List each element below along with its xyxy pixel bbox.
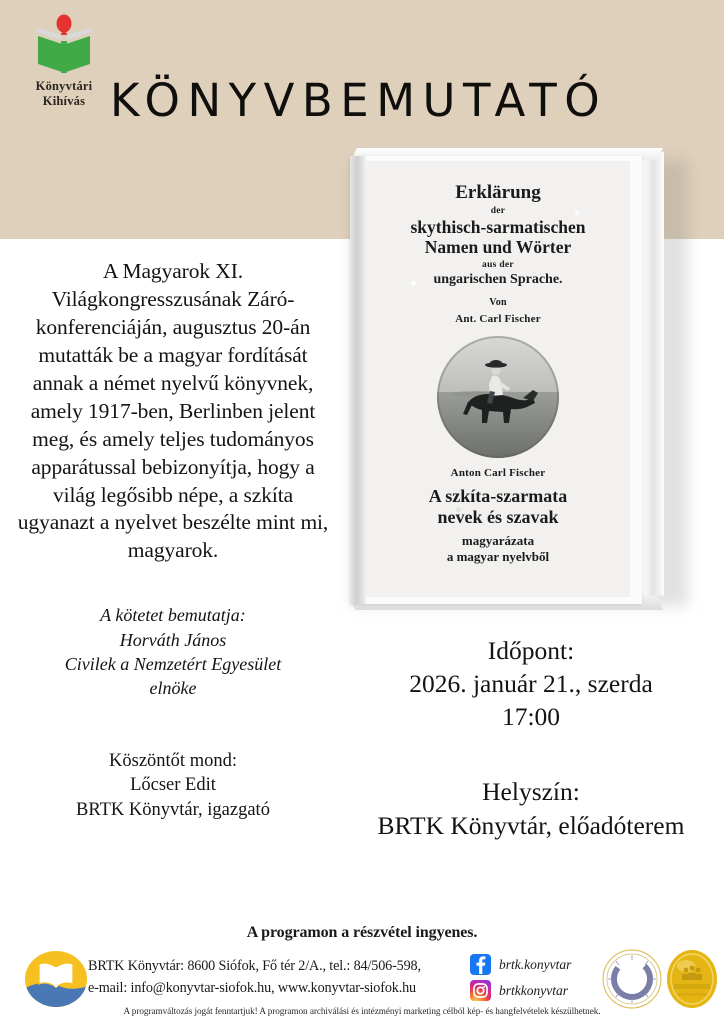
footer-disclaimer: A programváltozás jogát fenntartjuk! A programon archiválási és intézményi marketing célból kép- és hangfelvételek készülhetnek. [123, 1006, 601, 1016]
book-front-cover [366, 161, 630, 597]
free-admission-notice: A programon a részvétel ingyenes. [246, 924, 478, 941]
left-text-column [12, 258, 334, 823]
kihivas-logo-block [18, 14, 110, 109]
instagram-icon[interactable] [470, 980, 491, 1001]
cover-title-skythisch: skythisch-sarmatischen [410, 217, 586, 238]
logo-caption-line2: Kihívás [42, 93, 86, 108]
cover-hu-sub-line1: magyarázata [461, 532, 535, 548]
instagram-link[interactable] [470, 980, 600, 1001]
facebook-link[interactable] [470, 954, 600, 975]
cover-title-erklarung: Erklärung [455, 182, 541, 203]
intro-paragraph: A Magyarok XI. Világkongresszusának Záró-konferenciáján, augusztus 20-án mutatták be a magyar fordítását annak a német nyelvű könyvnek, amely 1917-ben, Berlinben jelent meg, és amely teljes tudományos apparátussal bebizonyítja, hogy a világ legősibb népe, a szkíta ugyanazt a nyelvet beszélte mint mi, magyarok. [17, 259, 329, 563]
greeter-role: BRTK Könyvtár, igazgató [76, 800, 270, 821]
csaladbarat-hely-badge [667, 950, 717, 1008]
footer-contact-info [88, 956, 468, 999]
open-book-with-tulip-logo [32, 14, 96, 76]
presenter-block [12, 603, 334, 700]
footer [0, 950, 724, 1024]
cover-author-german: Ant. Carl Fischer [455, 313, 541, 326]
logo-caption-line1: Könyvtári [35, 79, 93, 93]
venue-block [344, 775, 718, 841]
cover-hu-sub-line2: a magyar nyelvből [446, 548, 550, 564]
presenter-label: A kötetet bemutatja: [100, 605, 246, 626]
minosegi-konyvtar-badge [603, 950, 661, 1008]
cover-hu-title-line2: nevek és szavak [437, 506, 559, 527]
presenter-name: Horváth János [119, 629, 227, 650]
right-details-column [344, 634, 718, 842]
social-links [470, 954, 600, 1006]
event-date: 2026. január 21., szerda [409, 669, 653, 699]
venue-label: Helyszín: [482, 777, 580, 807]
presenter-organization: Civilek a Nemzetért Egyesület [64, 653, 282, 674]
datetime-block [344, 634, 718, 733]
cover-title-namen: Namen und Wörter [424, 237, 572, 258]
cover-word-der: der [490, 205, 506, 216]
book-spine [350, 156, 366, 604]
greeter-label: Köszöntőt mond: [109, 750, 237, 771]
kihivas-logo-caption [18, 79, 110, 109]
event-time: 17:00 [501, 702, 561, 732]
cover-word-von: Von [489, 297, 507, 309]
brtk-library-logo [21, 950, 91, 1008]
facebook-handle[interactable]: brtk.konyvtar [499, 956, 572, 972]
datetime-label: Időpont: [487, 636, 575, 665]
cover-hu-title-line1: A szkíta-szarmata [428, 486, 568, 507]
cover-title-ungarischen: ungarischen Sprache. [433, 272, 563, 288]
venue-place: BRTK Könyvtár, előadóterem [377, 810, 685, 840]
footer-email-web-line: e-mail: info@konyvtar-siofok.hu, www.konyvtar-siofok.hu [88, 979, 417, 996]
facebook-icon[interactable] [470, 954, 491, 975]
page-title: KÖNYVBEMUTATÓ [110, 74, 608, 127]
cover-words-aus-der: aus der [482, 260, 514, 271]
instagram-handle[interactable]: brtkkonyvtar [499, 982, 568, 998]
presenter-role: elnöke [149, 678, 197, 699]
footer-address-line: BRTK Könyvtár: 8600 Siófok, Fő tér 2/A., tel.: 84/506-598, [88, 958, 421, 974]
greeter-name: Lőcser Edit [130, 775, 216, 796]
horseman-photo-circle [437, 336, 559, 458]
award-badges [602, 948, 720, 1010]
book-cover-mockup [344, 148, 694, 606]
greeter-block [12, 749, 334, 824]
cover-author-hungarian: Anton Carl Fischer [450, 467, 546, 480]
